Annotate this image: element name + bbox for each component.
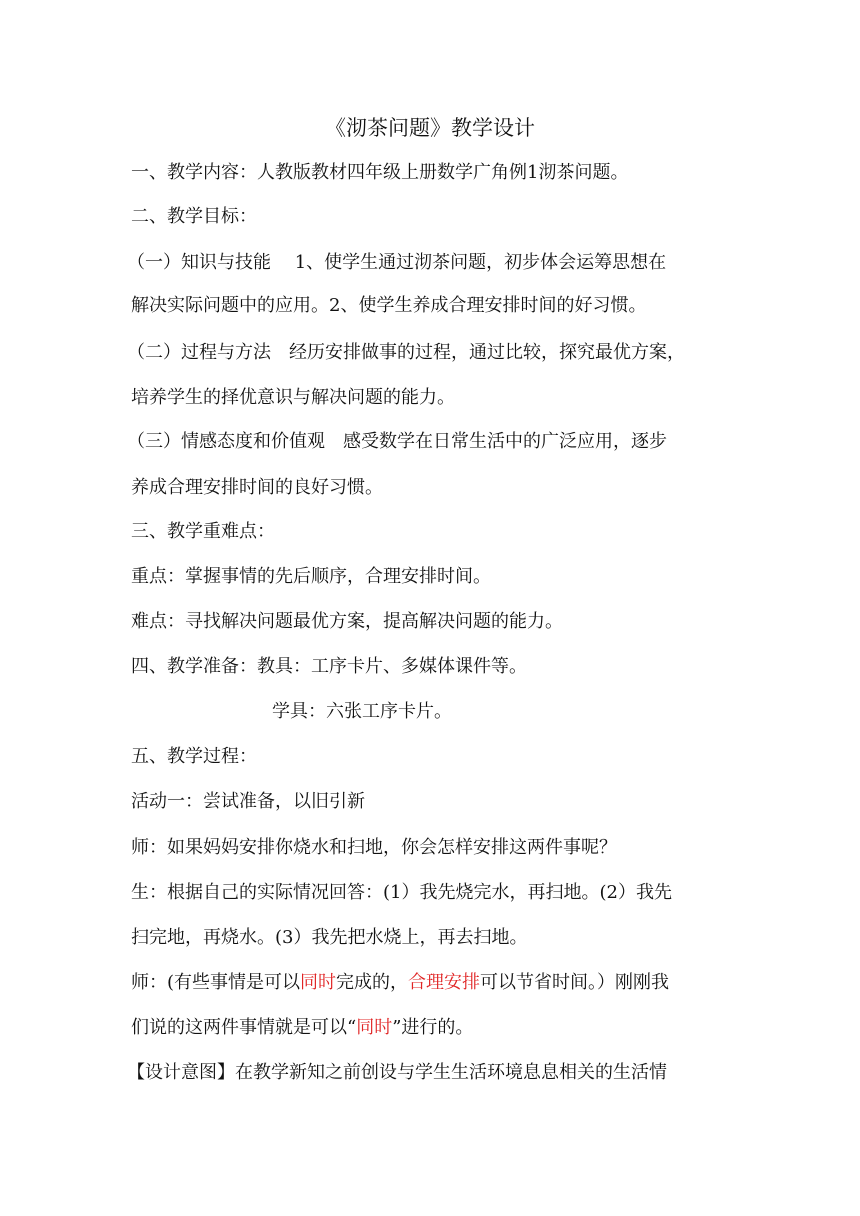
paragraph-line: 四、教学准备：教具：工序卡片、多媒体课件等。: [131, 656, 527, 677]
design-intent-line: 【设计意图】在教学新知之前创设与学生生活环境息息相关的生活情: [127, 1062, 667, 1083]
paragraph-line: （二）过程与方法 经历安排做事的过程，通过比较，探究最优方案，: [127, 342, 685, 363]
paragraph-line: 生：根据自己的实际情况回答：(1）我先烧完水，再扫地。(2）我先: [131, 882, 672, 903]
paragraph-line: 一、教学内容：人教版教材四年级上册数学广角例1沏茶问题。: [131, 162, 629, 183]
paragraph-line: 扫完地，再烧水。(3）我先把水烧上，再去扫地。: [131, 927, 528, 948]
paragraph-line: 养成合理安排时间的良好习惯。: [131, 477, 383, 498]
teacher-note-line: [131, 1016, 473, 1040]
paragraph-line: 师：如果妈妈安排你烧水和扫地，你会怎样安排这两件事呢？: [131, 837, 617, 858]
document-title: 《沏茶问题》教学设计: [325, 116, 535, 140]
paragraph-line: 五、教学过程：: [131, 746, 257, 767]
highlight-text: 同时: [300, 972, 337, 993]
paragraph-line: 重点：掌握事情的先后顺序，合理安排时间。: [131, 566, 491, 587]
paragraph-line: 学具：六张工序卡片。: [272, 701, 452, 722]
note-text: 师：(有些事情是可以: [131, 972, 301, 993]
paragraph-line: 解决实际问题中的应用。2、使学生养成合理安排时间的好习惯。: [131, 295, 647, 316]
note-text: ”进行的。: [392, 1017, 474, 1038]
note-text: 完成的，: [336, 972, 409, 993]
paragraph-line: 培养学生的择优意识与解决问题的能力。: [131, 387, 455, 408]
paragraph-line: （一）知识与技能 1、使学生通过沏茶问题，初步体会运筹思想在: [127, 252, 667, 273]
paragraph-line: 活动一：尝试准备，以旧引新: [131, 791, 365, 812]
note-text: 们说的这两件事情就是可以“: [131, 1017, 357, 1038]
paragraph-line: 三、教学重难点：: [131, 521, 275, 542]
note-text: 可以节省时间。）刚刚我: [480, 972, 670, 993]
highlight-text: 合理安排: [408, 972, 481, 993]
highlight-text: 同时: [356, 1017, 393, 1038]
teacher-note-line: [131, 971, 669, 995]
paragraph-line: （三）情感态度和价值观 感受数学在日常生活中的广泛应用，逐步: [127, 431, 667, 452]
paragraph-line: 二、教学目标：: [131, 206, 257, 227]
paragraph-line: 难点：寻找解决问题最优方案，提高解决问题的能力。: [131, 611, 563, 632]
